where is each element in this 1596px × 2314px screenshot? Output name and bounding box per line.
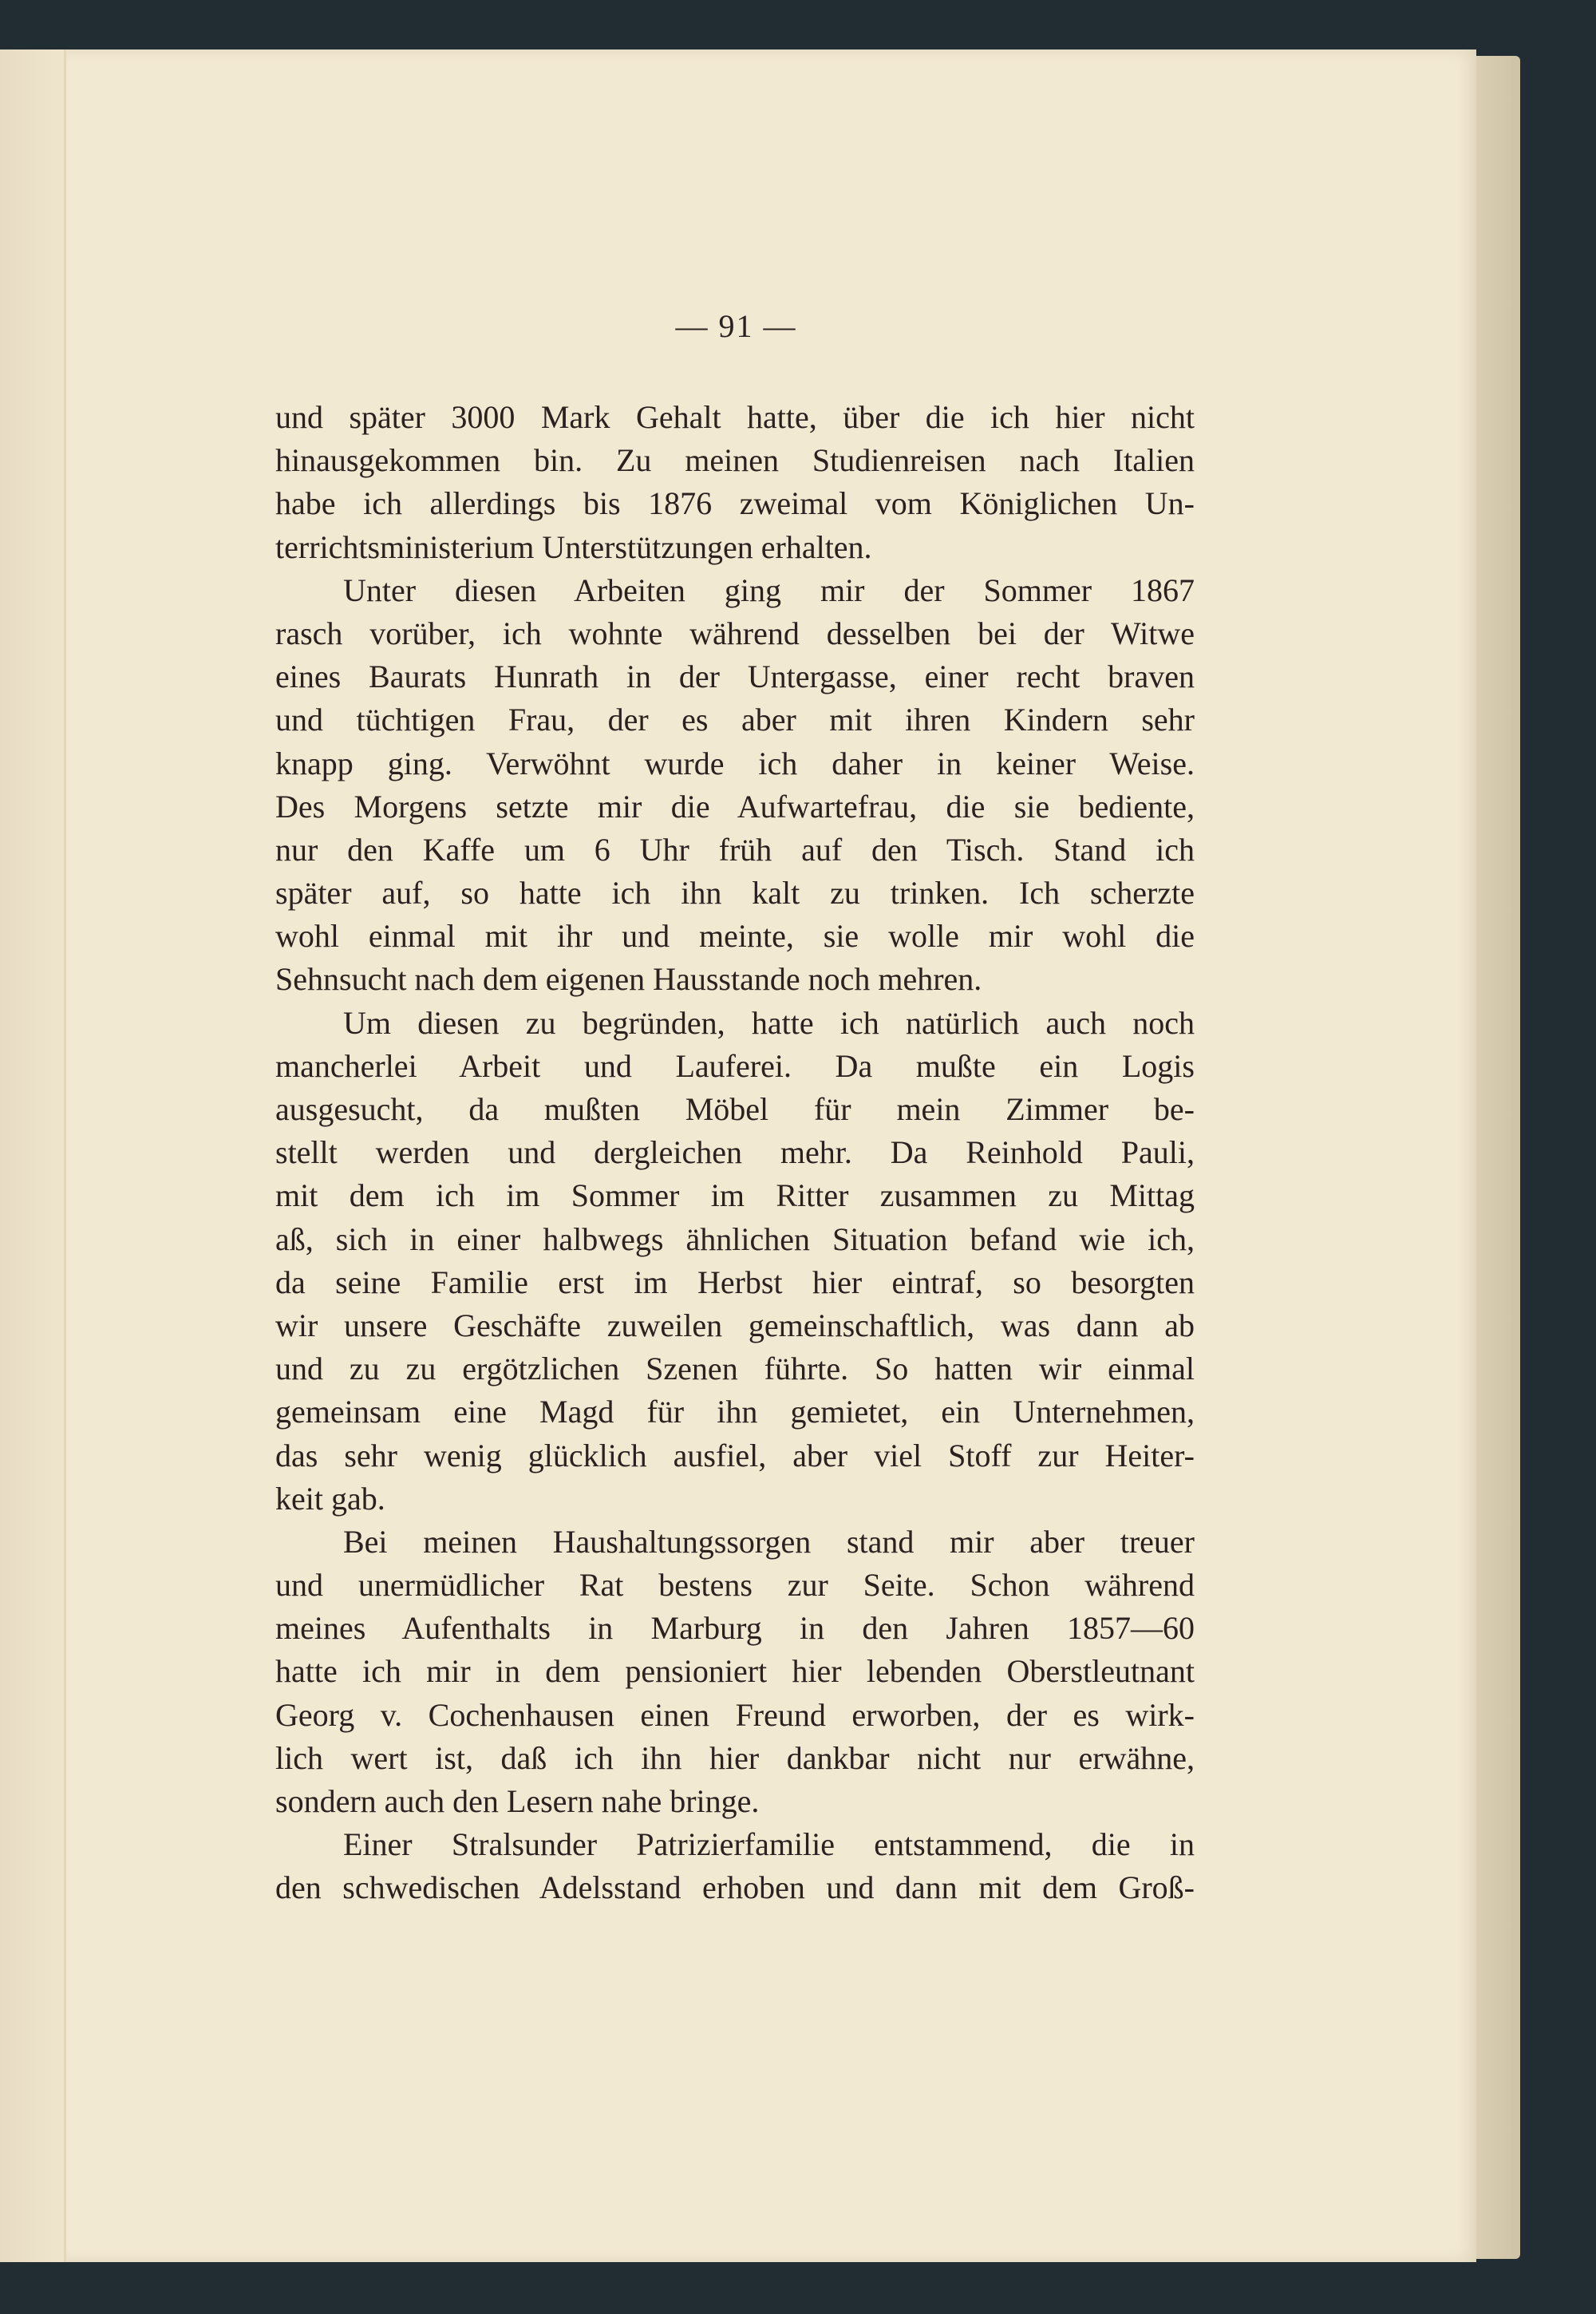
text-line: stellt werden und dergleichen mehr. Da Reinhold Pauli, [275, 1134, 1195, 1171]
text-line: und tüchtigen Frau, der es aber mit ihren Kindern sehr [275, 702, 1195, 738]
text-line: meines Aufenthalts in Marburg in den Jahren 1857—60 [275, 1610, 1195, 1647]
gutter-edge [0, 49, 64, 2262]
text-line: sondern auch den Lesern nahe bringe. [275, 1783, 760, 1819]
text-line: hinausgekommen bin. Zu meinen Studienreisen nach Italien [275, 442, 1195, 479]
text-line: später auf, so hatte ich ihn kalt zu trinken. Ich scherzte [275, 875, 1195, 912]
text-line: ausgesucht, da mußten Möbel für mein Zimmer be- [275, 1091, 1195, 1127]
paragraph [275, 1823, 1195, 1909]
text-line: Um diesen zu begründen, hatte ich natürlich auch noch [343, 1004, 1195, 1041]
text-line: terrichtsministerium Unterstützungen erhalten. [275, 528, 872, 565]
text-line: mancherlei Arbeit und Lauferei. Da mußte ein Logis [275, 1047, 1195, 1084]
body-text [275, 396, 1195, 1910]
text-line: da seine Familie erst im Herbst hier eintraf, so besorgten [275, 1264, 1195, 1300]
text-line: knapp ging. Verwöhnt wurde ich daher in keiner Weise. [275, 745, 1195, 781]
text-line: rasch vorüber, ich wohnte während desselben bei der Witwe [275, 615, 1195, 651]
text-line: Bei meinen Haushaltungssorgen stand mir aber treuer [343, 1523, 1195, 1560]
text-line: lich wert ist, daß ich ihn hier dankbar nicht nur erwähne, [275, 1739, 1195, 1776]
text-line: gemeinsam eine Magd für ihn gemietet, ein Unternehmen, [275, 1394, 1195, 1430]
page-number: — 91 — [675, 308, 797, 344]
paragraph [275, 396, 1195, 569]
text-line: den schwedischen Adelsstand erhoben und dann mit dem Groß- [275, 1869, 1195, 1906]
text-line: Des Morgens setzte mir die Aufwartefrau, die sie bediente, [275, 788, 1195, 825]
text-line: eines Baurats Hunrath in der Untergasse, einer recht braven [275, 659, 1195, 695]
text-line: mit dem ich im Sommer im Ritter zusammen zu Mittag [275, 1177, 1195, 1214]
text-line: keit gab. [275, 1480, 385, 1517]
paragraph [275, 569, 1195, 1002]
text-line: Sehnsucht nach dem eigenen Hausstande noch mehren. [275, 961, 982, 998]
text-line: hatte ich mir in dem pensioniert hier lebenden Oberstleutnant [275, 1653, 1195, 1690]
paragraph [275, 1002, 1195, 1521]
text-line: und unermüdlicher Rat bestens zur Seite. Schon während [275, 1567, 1195, 1604]
text-line: aß, sich in einer halbwegs ähnlichen Situation befand wie ich, [275, 1220, 1195, 1257]
text-line: wohl einmal mit ihr und meinte, sie wolle mir wohl die [275, 918, 1195, 955]
text-line: das sehr wenig glücklich ausfiel, aber viel Stoff zur Heiter- [275, 1437, 1195, 1473]
paragraph [275, 1521, 1195, 1823]
text-line: und später 3000 Mark Gehalt hatte, über die ich hier nicht [275, 399, 1195, 435]
text-line: Einer Stralsunder Patrizierfamilie entstammend, die in [343, 1826, 1195, 1863]
text-line: Unter diesen Arbeiten ging mir der Sommer 1867 [343, 572, 1195, 608]
page-fold [64, 49, 66, 2262]
text-line: und zu zu ergötzlichen Szenen führte. So hatten wir einmal [275, 1351, 1195, 1387]
text-line: habe ich allerdings bis 1876 zweimal vom Königlichen Un- [275, 485, 1195, 522]
text-line: wir unsere Geschäfte zuweilen gemeinschaftlich, was dann ab [275, 1307, 1195, 1343]
text-line: nur den Kaffe um 6 Uhr früh auf den Tisch. Stand ich [275, 831, 1195, 868]
text-line: Georg v. Cochenhausen einen Freund erworben, der es wirk- [275, 1696, 1195, 1733]
